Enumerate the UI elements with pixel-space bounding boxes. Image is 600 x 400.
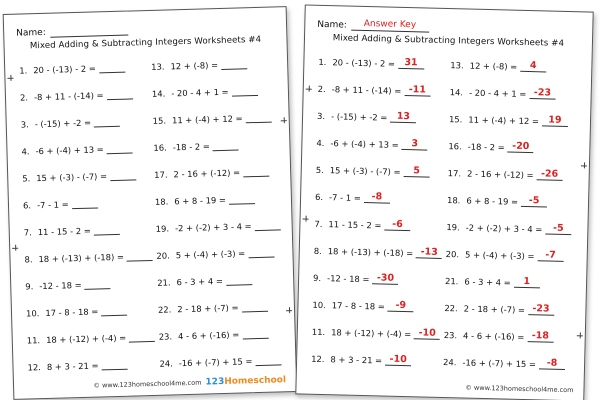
problem-item: 17. 2 - 16 + (-12) = bbox=[154, 166, 269, 180]
footer bbox=[465, 384, 573, 395]
answer-blank[interactable] bbox=[221, 58, 247, 70]
footer bbox=[93, 375, 286, 390]
name-label: Name: bbox=[317, 19, 348, 31]
answer-blank[interactable] bbox=[231, 85, 257, 97]
answer-value: -13 bbox=[416, 247, 442, 259]
answer-blank[interactable] bbox=[101, 359, 127, 371]
problem-item: 20. 5 + (-4) + (-3) = -7 bbox=[446, 248, 564, 262]
problem-item: 21. 6 - 3 + 4 = 1 bbox=[445, 275, 540, 288]
answer-value: -18 bbox=[527, 331, 553, 343]
problem-item: 21. 6 - 3 + 4 = bbox=[157, 274, 252, 288]
problem-item: 2. -8 + 11 - (-14) = -11 bbox=[318, 83, 431, 97]
answer-blank[interactable] bbox=[226, 274, 252, 286]
problem-item: 11. 18 + (-12) + (-4) = -10 bbox=[312, 326, 441, 340]
answer-value: -20 bbox=[508, 142, 534, 154]
problem-item: 5. 15 + (-3) - (-7) = bbox=[22, 169, 136, 183]
worksheet-answer-key bbox=[295, 5, 593, 400]
problem-item: 7. 11 - 15 - 2 = bbox=[24, 224, 120, 238]
problem-item: 1. 20 - (-13) - 2 = 31 bbox=[318, 56, 424, 70]
footer-url: © www.123homeschool4me.com bbox=[93, 378, 202, 390]
answer-value: -26 bbox=[536, 169, 562, 181]
answer-value: 3 bbox=[402, 139, 428, 151]
answer-blank[interactable] bbox=[229, 193, 255, 205]
answer-value: 4 bbox=[520, 61, 546, 73]
crop-mark bbox=[12, 245, 18, 251]
answer-value: -9 bbox=[388, 301, 414, 313]
answer-value: 13 bbox=[390, 112, 416, 124]
answer-value: -10 bbox=[385, 355, 411, 367]
problem-item: 14. - 20 - 4 + 1 = bbox=[152, 85, 258, 99]
name-row bbox=[16, 24, 128, 39]
problem-item: 17. 2 - 16 + (-12) = -26 bbox=[448, 167, 563, 181]
answer-blank[interactable] bbox=[213, 140, 239, 152]
answer-blank[interactable] bbox=[110, 169, 136, 181]
problem-item: 18. 6 + 8 - 19 = -5 bbox=[447, 194, 547, 207]
answer-value: 5 bbox=[403, 166, 429, 178]
crop-mark bbox=[306, 86, 312, 92]
answer-value: -7 bbox=[537, 250, 563, 262]
problem-item: 19. -2 + (-2) + 3 - 4 = -5 bbox=[446, 221, 571, 235]
problem-item: 4. -6 + (-4) + 13 = bbox=[21, 142, 133, 156]
problem-item: 9. -12 - 18 = -30 bbox=[313, 272, 399, 285]
answer-value: -8 bbox=[539, 358, 565, 370]
problem-item: 2. -8 + 11 - (-14) = bbox=[20, 88, 133, 102]
problem-item: 1. 20 - (-13) - 2 = bbox=[19, 62, 125, 76]
problem-item: 16. -18 - 2 = -20 bbox=[448, 140, 534, 153]
problem-item: 7. 11 - 15 - 2 = -6 bbox=[314, 218, 410, 231]
problem-column-right bbox=[151, 57, 283, 369]
answer-blank[interactable] bbox=[242, 328, 268, 340]
answer-value: -30 bbox=[372, 273, 398, 285]
answer-value: -10 bbox=[414, 328, 440, 340]
answer-blank[interactable] bbox=[243, 166, 269, 178]
answer-value: 19 bbox=[542, 115, 568, 127]
problem-item: 18. 6 + 8 - 19 = bbox=[155, 193, 255, 207]
answer-blank[interactable] bbox=[107, 142, 133, 154]
brand-logo: 123Homeschool bbox=[205, 375, 287, 388]
answer-blank[interactable] bbox=[241, 301, 267, 313]
answer-blank[interactable] bbox=[248, 247, 274, 259]
problem-item: 12. 8 + 3 - 21 = -10 bbox=[311, 353, 411, 366]
problem-item: 22. 2 - 18 + (-7) = -23 bbox=[444, 302, 554, 316]
problem-item: 16. -18 - 2 = bbox=[153, 140, 239, 153]
answer-blank[interactable] bbox=[129, 331, 155, 343]
crop-mark bbox=[577, 332, 583, 338]
answer-blank[interactable] bbox=[245, 112, 271, 124]
crop-mark bbox=[286, 307, 292, 313]
worksheet-blank bbox=[3, 6, 298, 400]
problem-item: 15. 11 + (-4) + 12 = 19 bbox=[449, 113, 568, 127]
answer-blank[interactable] bbox=[94, 116, 120, 128]
answer-blank[interactable] bbox=[84, 278, 110, 290]
name-label: Name: bbox=[16, 27, 46, 39]
problem-item: 20. 5 + (-4) + (-3) = bbox=[156, 247, 274, 261]
problem-item: 13. 12 + (-8) = bbox=[151, 58, 247, 72]
name-field[interactable] bbox=[50, 24, 128, 38]
problem-item: 24. -16 + (-7) + 15 = -8 bbox=[443, 356, 565, 370]
problem-item: 13. 12 + (-8) = 4 bbox=[450, 59, 546, 72]
answer-blank[interactable] bbox=[255, 354, 281, 366]
answer-value: -6 bbox=[384, 220, 410, 232]
footer-url: © www.123homeschool4me.com bbox=[465, 383, 574, 395]
problem-item: 23. 4 - 6 + (-16) = bbox=[159, 328, 269, 342]
problem-item: 10. 17 - 8 - 18 = -9 bbox=[312, 299, 414, 312]
problem-item: 3. - (-15) + -2 = 13 bbox=[317, 110, 417, 123]
worksheet-title: Mixed Adding & Subtracting Integers Worksheets #4 bbox=[332, 33, 565, 49]
problem-item: 4. -6 + (-4) + 13 = 3 bbox=[316, 137, 428, 151]
problem-column-left bbox=[19, 61, 145, 373]
answer-blank[interactable] bbox=[101, 305, 127, 317]
problem-column-left bbox=[311, 56, 445, 366]
problem-item: 6. -7 - 1 = -8 bbox=[315, 191, 390, 204]
problem-item: 6. -7 - 1 = bbox=[23, 197, 98, 210]
name-row bbox=[317, 18, 429, 33]
problem-item: 8. 18 + (-13) + (-18) = bbox=[24, 250, 153, 265]
problem-item: 24. -16 + (-7) + 15 = bbox=[159, 354, 281, 368]
answer-value: -5 bbox=[545, 223, 571, 235]
problem-item: 5. 15 + (-3) - (-7) = 5 bbox=[316, 164, 430, 178]
problem-item: 9. -12 - 18 = bbox=[25, 278, 111, 291]
problem-item: 14. - 20 - 4 + 1 = -23 bbox=[450, 86, 556, 100]
problem-item: 15. 11 + (-4) + 12 = bbox=[153, 112, 272, 126]
problem-item: 22. 2 - 18 + (-7) = bbox=[158, 301, 268, 315]
answer-value: 1 bbox=[514, 277, 540, 289]
problem-item: 11. 18 + (-12) + (-4) = bbox=[27, 331, 156, 346]
problem-item: 8. 18 + (-13) + (-18) = -13 bbox=[314, 245, 443, 259]
answer-value: -5 bbox=[521, 196, 547, 208]
answer-blank[interactable] bbox=[127, 250, 153, 262]
problem-column-right bbox=[442, 59, 583, 370]
answer-key-label: Answer Key bbox=[351, 19, 429, 33]
answer-blank[interactable] bbox=[99, 62, 125, 74]
problem-item: 3. - (-15) + -2 = bbox=[21, 116, 121, 130]
answer-value: -23 bbox=[528, 304, 554, 316]
answer-value: -8 bbox=[364, 192, 390, 204]
worksheet-title: Mixed Adding & Subtracting Integers Worksheets #4 bbox=[29, 34, 262, 52]
answer-blank[interactable] bbox=[106, 88, 132, 100]
answer-blank[interactable] bbox=[254, 219, 280, 231]
problem-item: 12. 8 + 3 - 21 = bbox=[27, 359, 127, 373]
crop-mark bbox=[303, 216, 309, 222]
answer-value: 31 bbox=[398, 58, 424, 70]
answer-blank[interactable] bbox=[72, 197, 98, 209]
crop-mark bbox=[581, 162, 587, 168]
crop-mark bbox=[7, 75, 13, 81]
problem-item: 10. 17 - 8 - 18 = bbox=[26, 305, 128, 319]
answer-value: -11 bbox=[404, 85, 430, 97]
answer-value: -23 bbox=[529, 88, 555, 100]
crop-mark bbox=[281, 117, 287, 123]
problem-item: 19. -2 + (-2) + 3 - 4 = bbox=[156, 219, 281, 233]
problem-item: 23. 4 - 6 + (-16) = -18 bbox=[444, 329, 554, 343]
answer-blank[interactable] bbox=[94, 224, 120, 236]
